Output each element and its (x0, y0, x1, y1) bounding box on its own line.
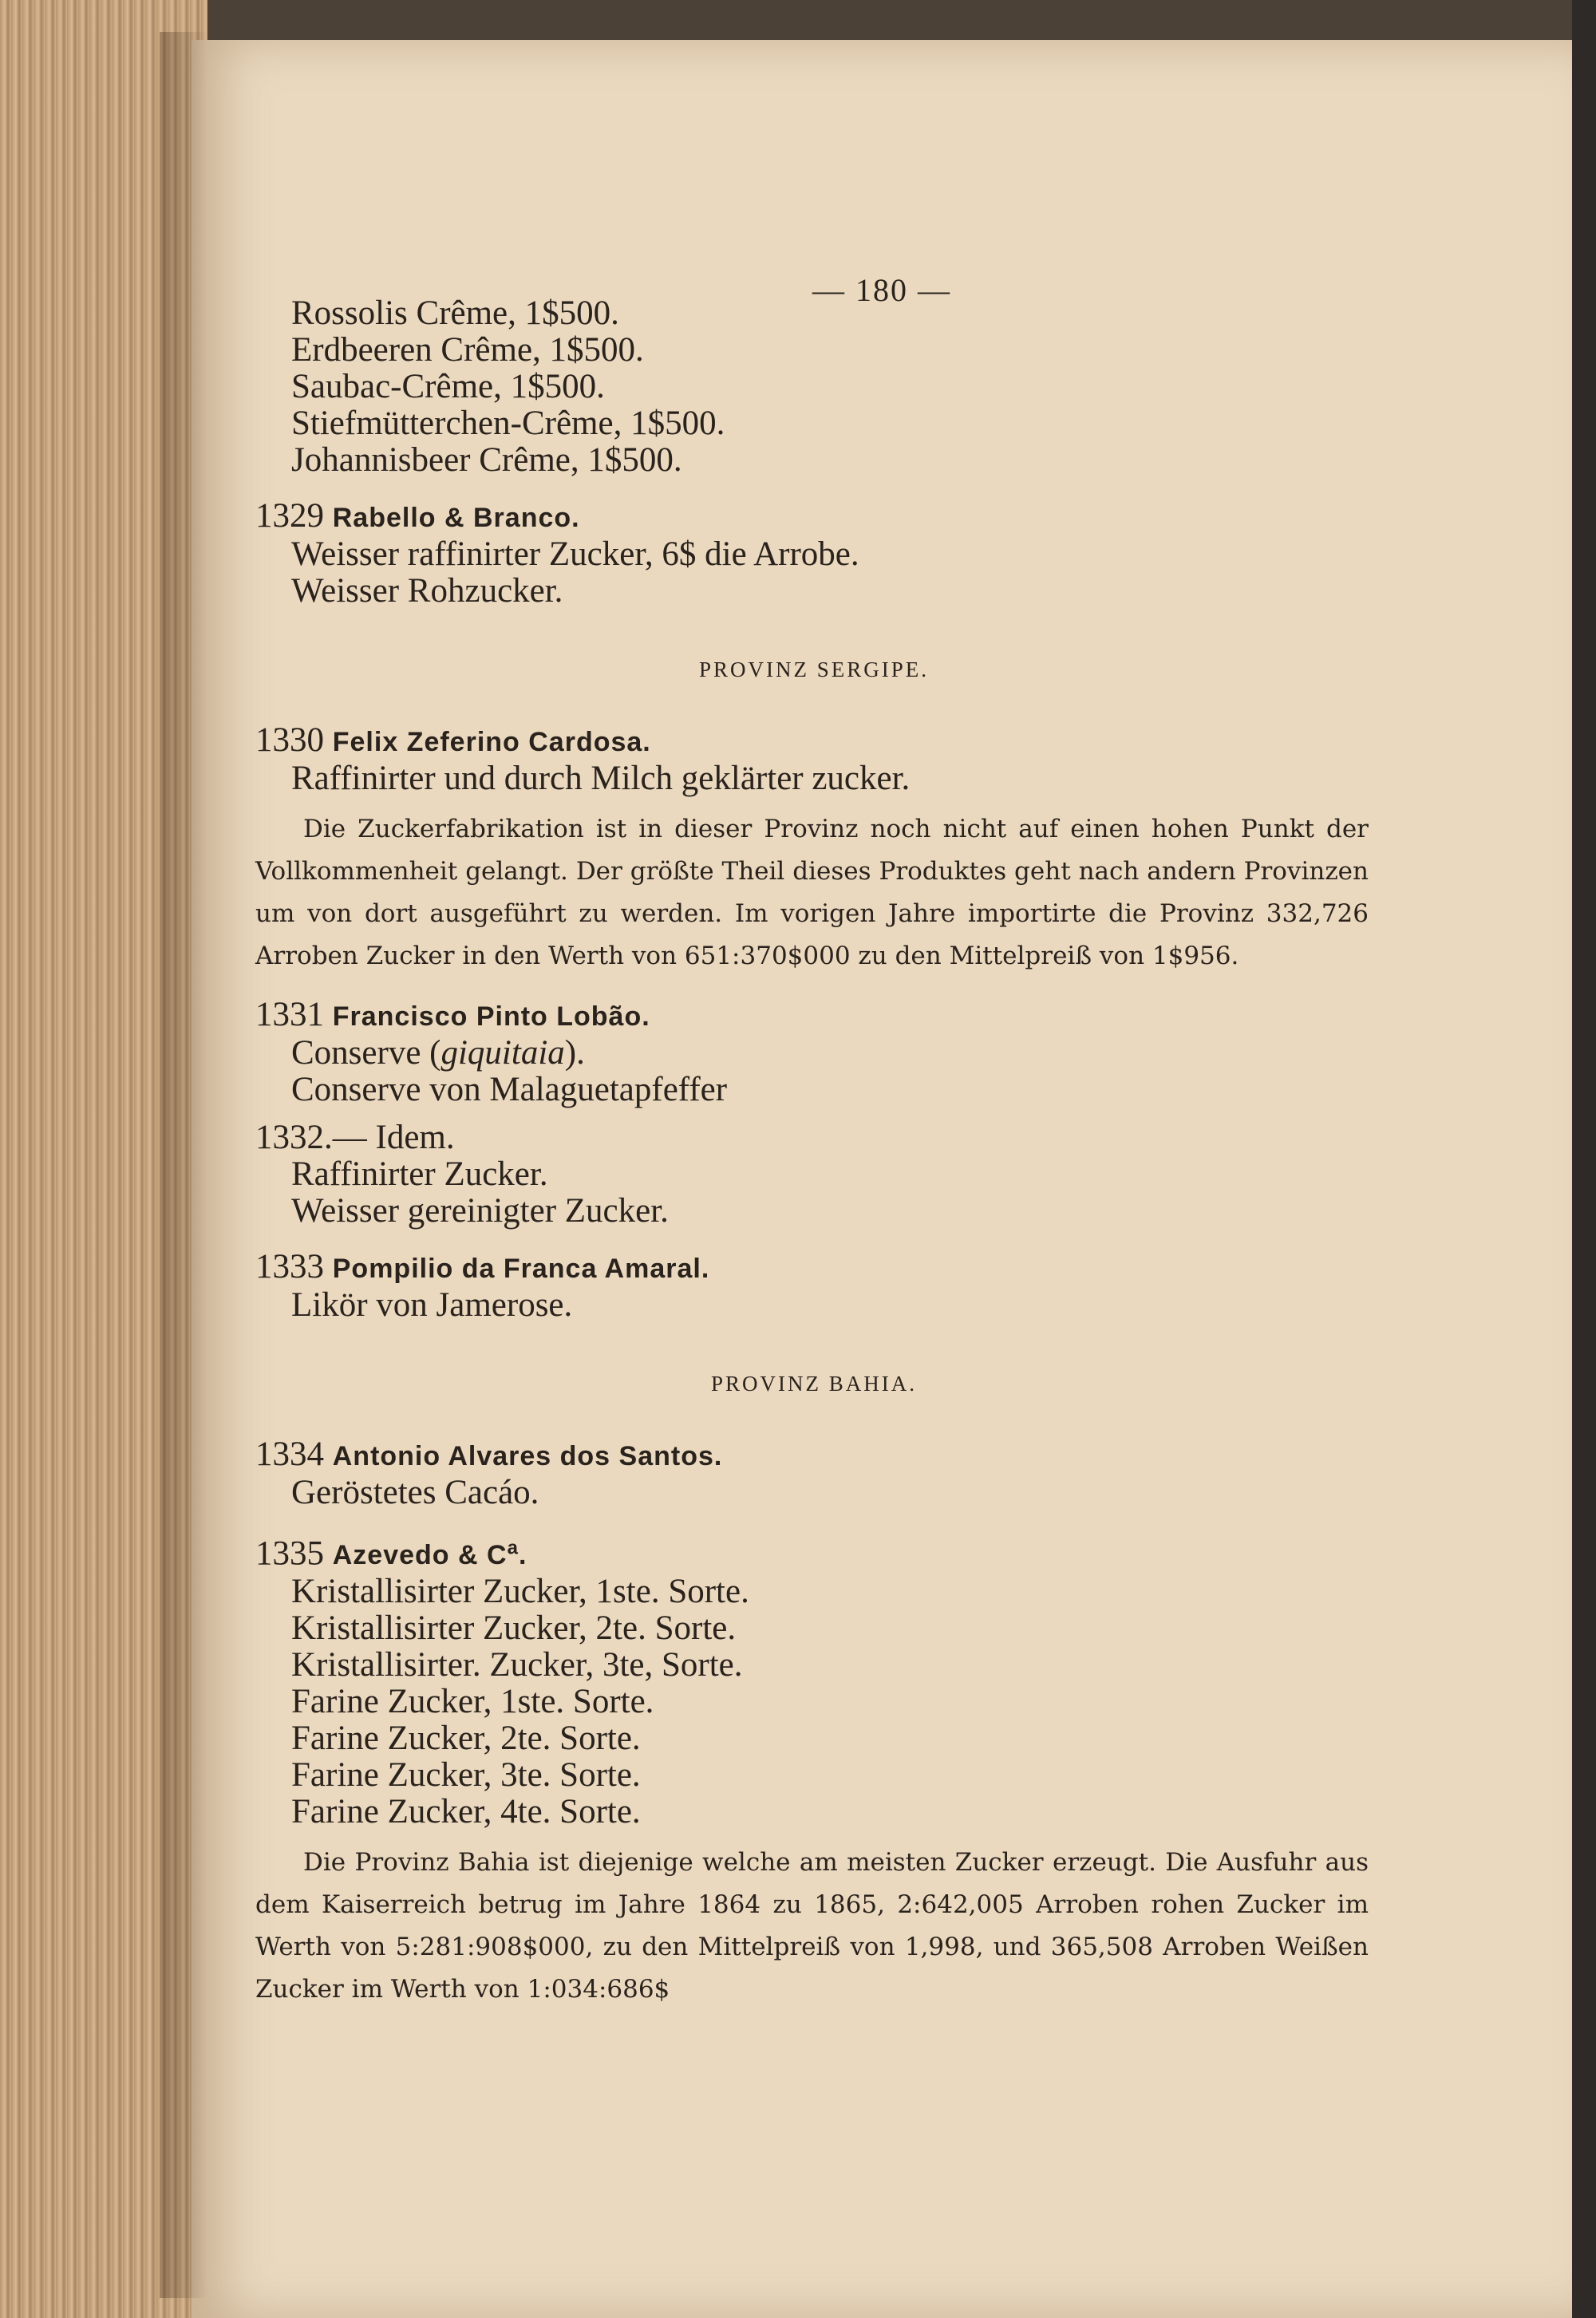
entry-number: 1335 (255, 1534, 324, 1573)
paragraph-bahia (255, 1842, 1369, 2011)
item-italic: giquitaia (440, 1034, 565, 1072)
entry-1334 (255, 1436, 1373, 1511)
section-heading-bahia: PROVINZ BAHIA. (711, 1372, 917, 1396)
list-item: Conserve von Malaguetapfeffer (291, 1071, 728, 1108)
entry-number: 1333 (255, 1248, 324, 1285)
list-item: Kristallisirter Zucker, 1ste. Sorte. (291, 1573, 749, 1611)
entry-number: 1334 (255, 1435, 324, 1473)
section-heading-sergipe: PROVINZ SERGIPE. (698, 657, 930, 681)
item-text: ). (564, 1034, 585, 1072)
list-item: Johannisbeer Crême, 1$500. (291, 441, 682, 479)
exhibitor-name: Francisco Pinto Lobão. (332, 1001, 650, 1032)
list-item: Raffinirter und durch Milch geklärter zucker. (291, 760, 911, 797)
paragraph-text: Die Zuckerfabrikation ist in dieser Provinz noch nicht auf einen hohen Punkt der Vollkommenheit gelangt. Der größte Theil dieses Produktes geht nach andern Provinzen um von dort ausgeführt zu werden. Im vorigen Jahre importirte die Provinz 332,726 Arroben Zucker in den Werth von 651:370$000 zu den Mittelpreiß von 1$956. (255, 815, 1369, 970)
entry-heading (255, 1249, 1373, 1287)
gutter-shadow (160, 32, 207, 2298)
paragraph-text: Die Provinz Bahia ist diejenige welche am meisten Zucker erzeugt. Die Ausfuhr aus dem Kaiserreich betrug im Jahre 1864 zu 1865, 2:642,005 Arroben rohen Zucker im Werth von 5:281:908$000, zu den Mittelpreiß von 1,998, und 365,508 Arroben Weißen Zucker im Werth von 1:034:686$ (255, 1848, 1369, 2004)
page-number: — 180 — (812, 272, 951, 308)
list-item: Erdbeeren Crême, 1$500. (291, 331, 644, 369)
entry-heading (255, 1436, 1373, 1475)
entry-1332 (255, 1120, 1373, 1230)
entry-number: 1331 (255, 996, 324, 1033)
list-item: Likör von Jamerose. (291, 1286, 573, 1324)
list-item: Kristallisirter Zucker, 2te. Sorte. (291, 1609, 737, 1648)
list-item (255, 1035, 1373, 1072)
list-item: Rossolis Crême, 1$500. (291, 294, 619, 332)
entry-1331 (255, 997, 1373, 1108)
entry-heading: 1332.— Idem. (255, 1119, 455, 1156)
entry-heading (255, 1530, 1373, 1574)
list-item: Kristallisirter. Zucker, 3te, Sorte. (291, 1646, 743, 1684)
list-item: Weisser gereinigter Zucker. (291, 1192, 669, 1230)
list-item: Weisser Rohzucker. (291, 572, 563, 610)
entry-heading (255, 498, 1373, 536)
exhibitor-name: Felix Zeferino Cardosa. (332, 727, 651, 757)
exhibitor-name-text: Azevedo & C (332, 1540, 508, 1571)
list-item: Farine Zucker, 3te. Sorte. (291, 1756, 641, 1795)
list-item: Weisser raffinirter Zucker, 6$ die Arrobe. (291, 535, 859, 573)
exhibitor-name: Antonio Alvares dos Santos. (332, 1441, 723, 1471)
item-text: Conserve ( (291, 1034, 441, 1072)
page-content (255, 295, 1373, 2011)
intro-list (255, 295, 1373, 479)
entry-heading (255, 997, 1373, 1035)
list-item: Raffinirter Zucker. (291, 1155, 548, 1193)
entry-heading (255, 722, 1373, 760)
entry-number: 1329 (255, 497, 324, 535)
list-item: Farine Zucker, 1ste. Sorte. (291, 1683, 654, 1721)
scan-top-edge (192, 0, 1596, 40)
entry-1329 (255, 498, 1373, 610)
exhibitor-name: Pompilio da Franca Amaral. (332, 1254, 710, 1284)
entry-1330 (255, 722, 1373, 797)
list-item: Farine Zucker, 4te. Sorte. (291, 1793, 641, 1831)
entry-1333 (255, 1249, 1373, 1324)
entry-number: 1330 (255, 721, 324, 759)
exhibitor-name (333, 1540, 527, 1570)
entry-1335 (255, 1530, 1373, 1830)
paragraph-sergipe (255, 808, 1369, 977)
list-item: Saubac-Crême, 1$500. (291, 368, 605, 405)
scan-right-edge (1572, 0, 1596, 2318)
exhibitor-name: Rabello & Branco. (332, 503, 580, 533)
superscript: a (507, 1538, 519, 1559)
list-item: Farine Zucker, 2te. Sorte. (291, 1720, 641, 1758)
exhibitor-name-end: . (518, 1540, 527, 1571)
list-item: Stiefmütterchen-Crême, 1$500. (291, 405, 725, 442)
list-item: Geröstetes Cacáo. (291, 1474, 539, 1511)
